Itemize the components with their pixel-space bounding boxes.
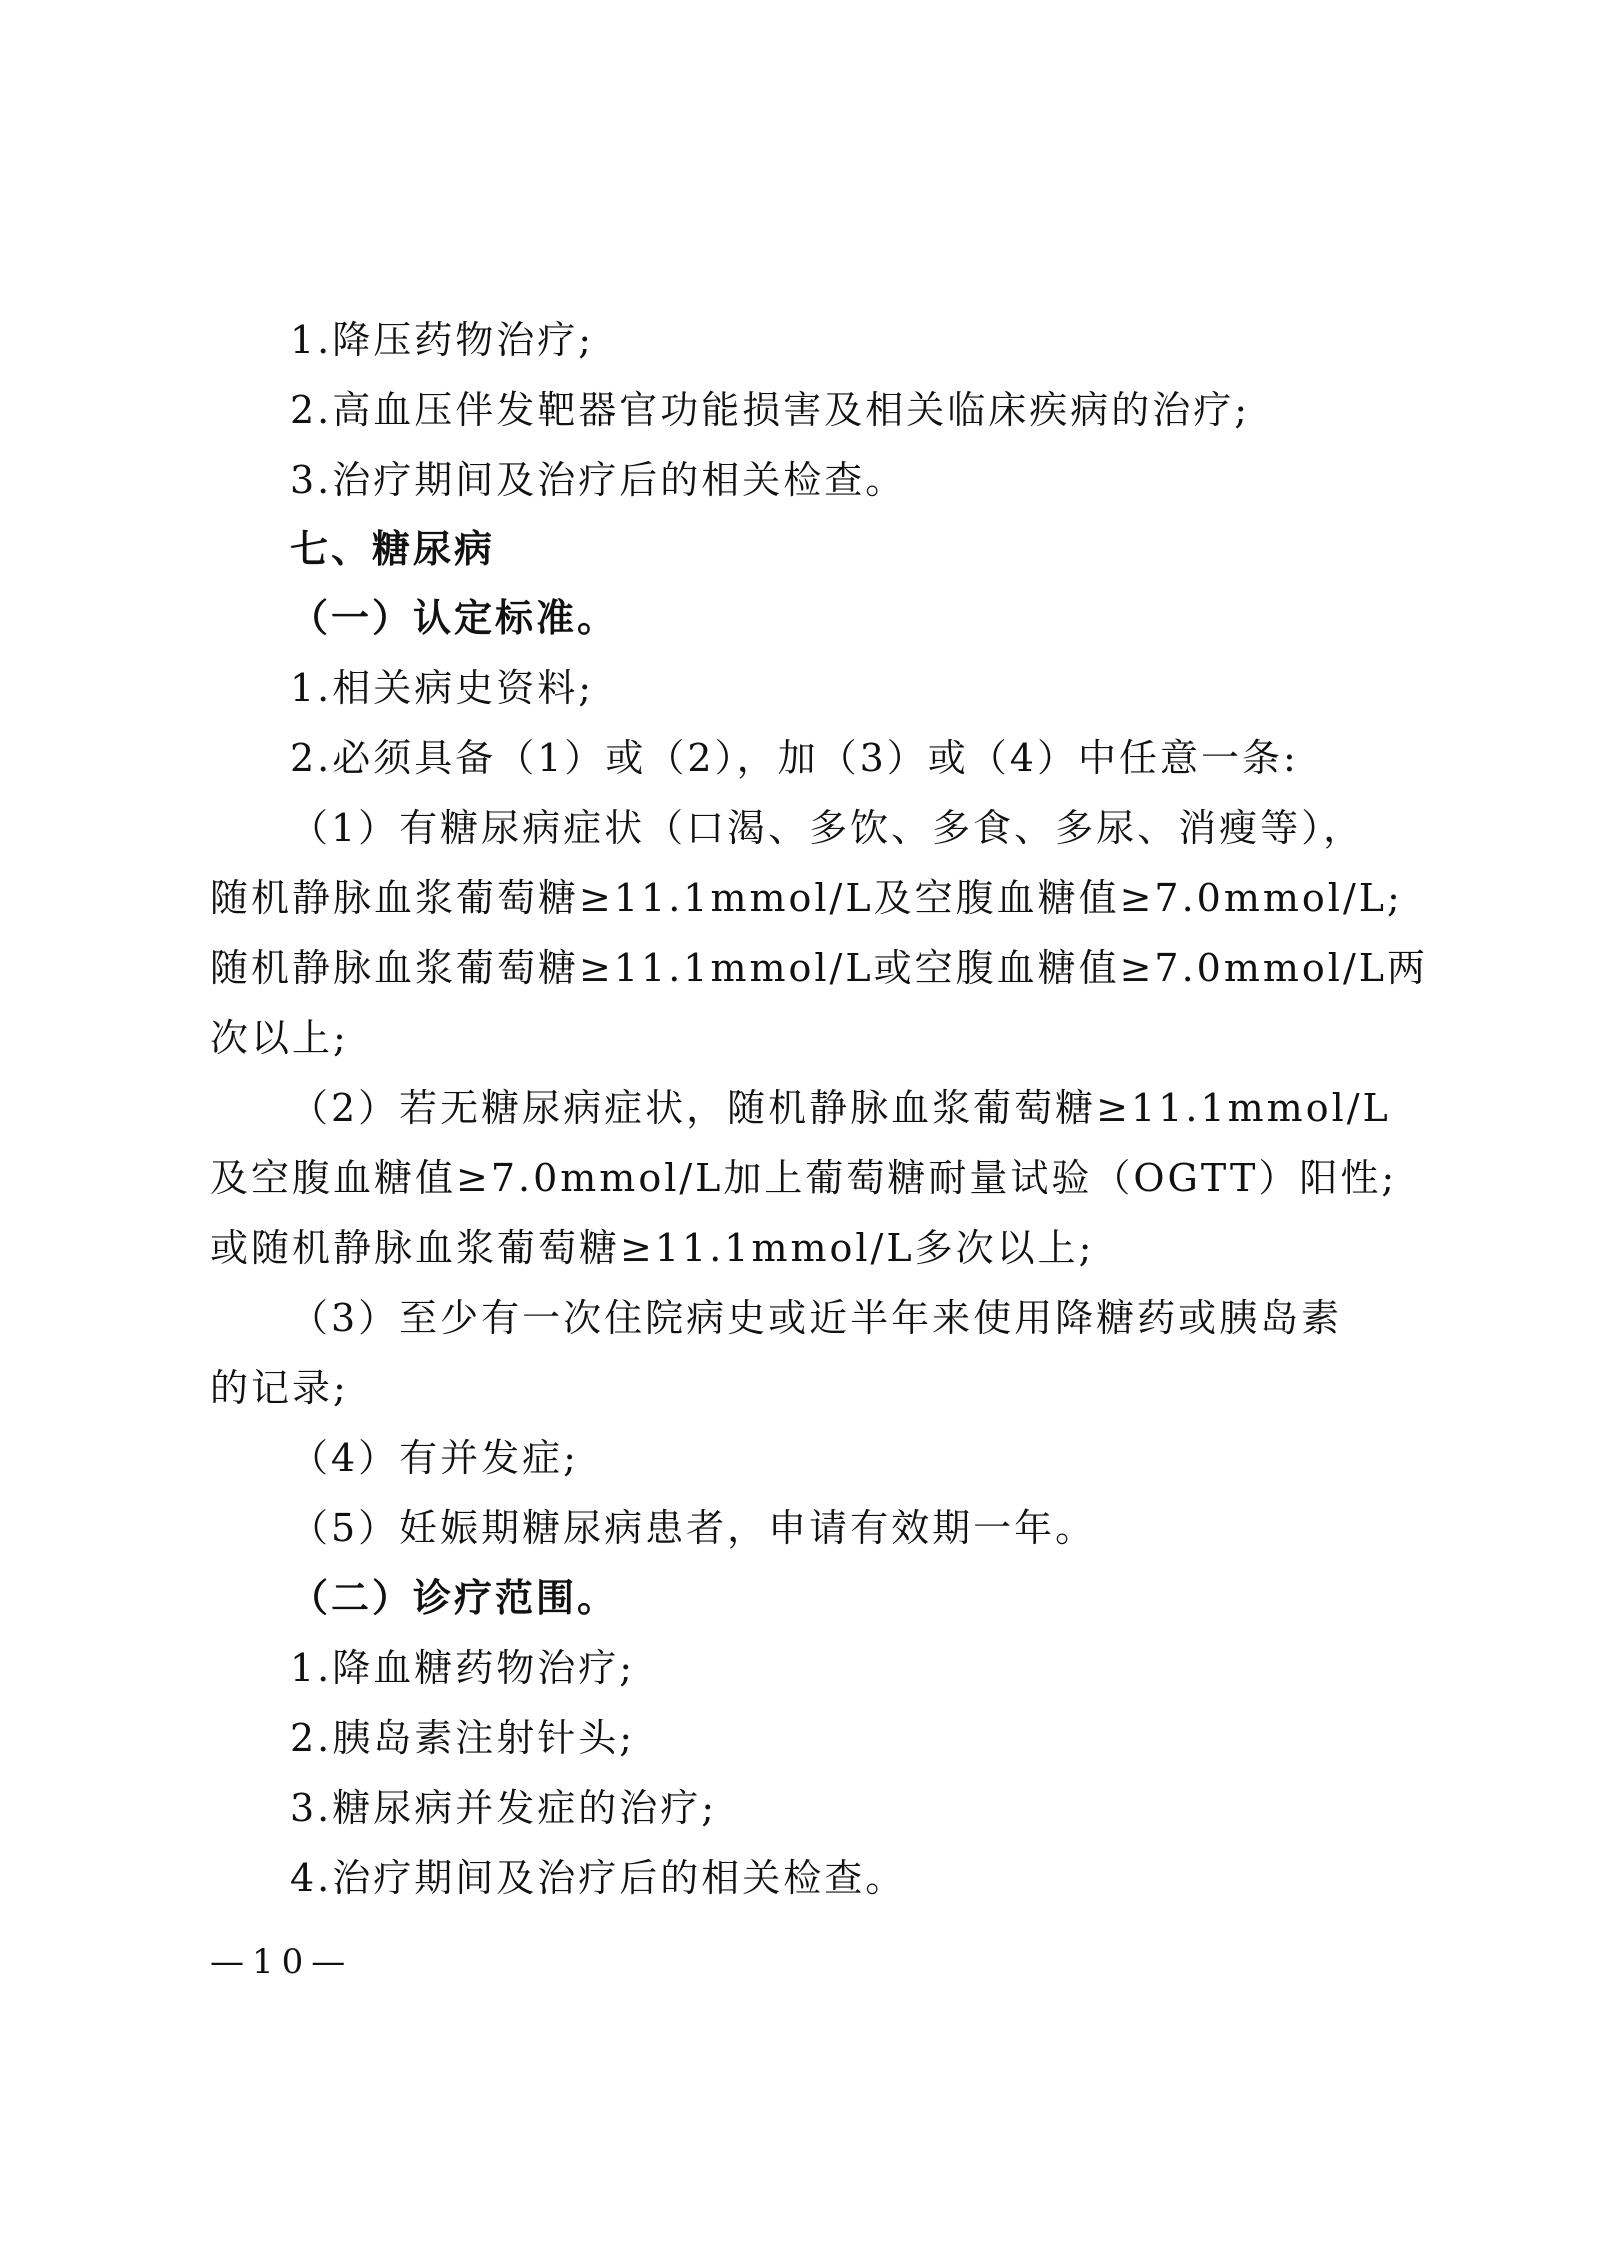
text-line: 或随机静脉血浆葡萄糖≥11.1mmol/L多次以上;: [210, 1226, 1095, 1270]
text-line: （3）至少有一次住院病史或近半年来使用降糖药或胰岛素: [290, 1296, 1343, 1340]
text-line: 次以上;: [210, 1016, 349, 1060]
text-line: （5）妊娠期糖尿病患者，申请有效期一年。: [290, 1506, 1097, 1550]
text-line: 3.治疗期间及治疗后的相关检查。: [290, 458, 907, 502]
text-line: （4）有并发症;: [290, 1436, 579, 1480]
text-line: 的记录;: [210, 1366, 349, 1410]
subsection-heading: （一）认定标准。: [290, 595, 619, 640]
text-line: 随机静脉血浆葡萄糖≥11.1mmol/L或空腹血糖值≥7.0mmol/L两: [210, 946, 1428, 990]
section-heading: 七、糖尿病: [290, 526, 496, 571]
text-line: 1.降血糖药物治疗;: [290, 1646, 636, 1690]
text-line: 3.糖尿病并发症的治疗;: [290, 1786, 718, 1830]
text-line: （1）有糖尿病症状（口渴、多饮、多食、多尿、消瘦等），: [290, 806, 1365, 850]
text-line: 1.降压药物治疗;: [290, 318, 595, 362]
text-line: 随机静脉血浆葡萄糖≥11.1mmol/L及空腹血糖值≥7.0mmol/L;: [210, 876, 1403, 920]
text-line: 2.胰岛素注射针头;: [290, 1716, 636, 1760]
text-line: 2.高血压伴发靶器官功能损害及相关临床疾病的治疗;: [290, 388, 1251, 432]
text-line: 1.相关病史资料;: [290, 666, 595, 710]
text-line: 4.治疗期间及治疗后的相关检查。: [290, 1856, 907, 1900]
text-line: 及空腹血糖值≥7.0mmol/L加上葡萄糖耐量试验（OGTT）阳性;: [210, 1156, 1398, 1200]
page-number: —10—: [210, 1942, 354, 1982]
text-line: （2）若无糖尿病症状，随机静脉血浆葡萄糖≥11.1mmol/L: [290, 1086, 1391, 1130]
subsection-heading: （二）诊疗范围。: [290, 1575, 619, 1620]
text-line: 2.必须具备（1）或（2），加（3）或（4）中任意一条:: [290, 736, 1299, 780]
